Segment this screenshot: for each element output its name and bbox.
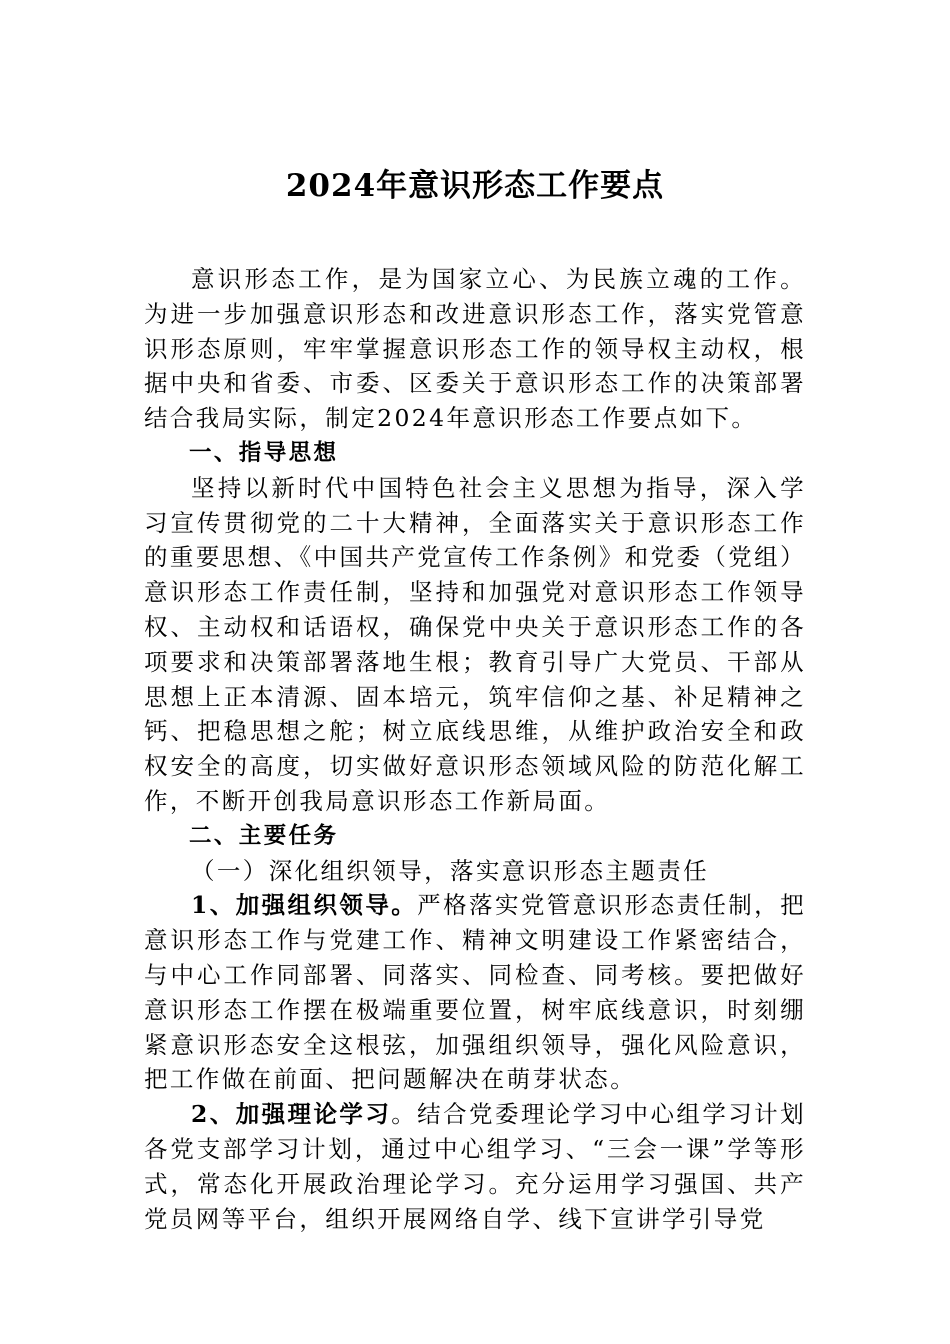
intro-paragraph: 意识形态工作，是为国家立心、为民族立魂的工作。为进一步加强意识形态和改进意识形态工作，落实党管意识形态原则，牢牢掌握意识形态工作的领导权主动权，根据中央和省委、市委、区委关于意识形态工作的决策部署结合我局实际，制定2024年意识形态工作要点如下。: [144, 265, 806, 433]
item-lead-theory-study: 2、加强理论学习: [191, 1100, 392, 1129]
item-paragraph-theory-study: [144, 1097, 806, 1236]
section-heading-main-tasks: 二、主要任务: [189, 822, 339, 849]
document-body: [144, 262, 806, 1236]
section-heading-guiding-thought: 一、指导思想: [189, 439, 339, 466]
subsection-heading-organization: （一）深化组织领导，落实意识形态主题责任: [191, 856, 709, 885]
item-lead-organization: 1、加强组织领导。: [191, 891, 418, 920]
item-text-organization: 严格落实党管意识形态责任制，把意识形态工作与党建工作、精神文明建设工作紧密结合，与中心工作同部署、同落实、同检查、同考核。要把做好意识形态工作摆在极端重要位置，树牢底线意识，时刻绷紧意识形态安全这根弦，加强组织领导，强化风险意识，把工作做在前面、把问题解决在萌芽状态。: [144, 891, 807, 1094]
item-paragraph-organization: [144, 888, 806, 1097]
guiding-thought-paragraph: 坚持以新时代中国特色社会主义思想为指导，深入学习宣传贯彻党的二十大精神，全面落实关于意识形态工作的重要思想、《中国共产党宣传工作条例》和党委（党组）意识形态工作责任制，坚持和加强党对意识形态工作领导权、主动权和话语权，确保党中央关于意识形态工作的各项要求和决策部署落地生根；教育引导广大党员、干部从思想上正本清源、固本培元，筑牢信仰之基、补足精神之钙、把稳思想之舵；树立底线思维，从维护政治安全和政权安全的高度，切实做好意识形态领域风险的防范化解工作，不断开创我局意识形态工作新局面。: [144, 473, 806, 815]
page-title: 2024年意识形态工作要点: [285, 168, 665, 204]
item-text-theory-study: 。结合党委理论学习中心组学习计划各党支部学习计划，通过中心组学习、“三会一课”学等形式，常态化开展政治理论学习。充分运用学习强国、共产党员网等平台，组织开展网络自学、线下宣讲学引导党: [144, 1100, 806, 1233]
